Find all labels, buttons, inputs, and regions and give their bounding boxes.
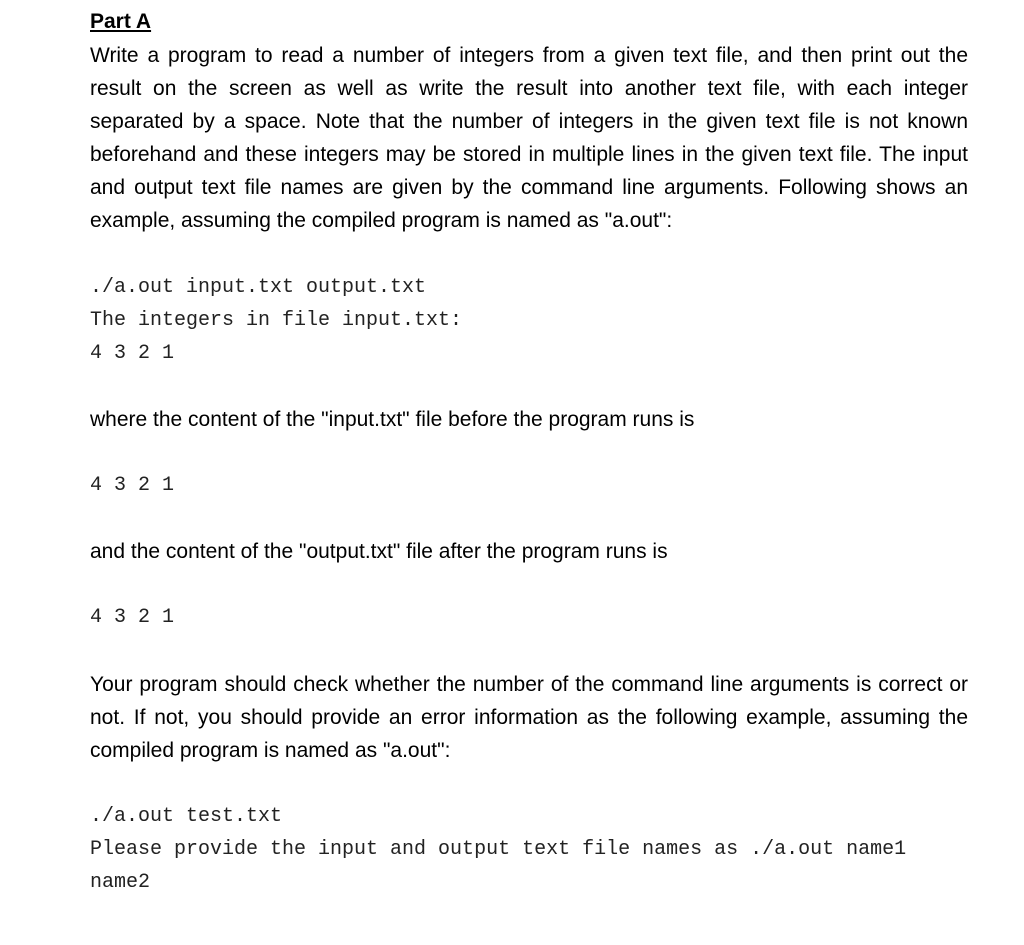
output-file-content: 4 3 2 1 bbox=[90, 606, 175, 629]
example-command: ./a.out input.txt output.txt bbox=[90, 276, 427, 299]
output-description: and the content of the "output.txt" file after the program runs is bbox=[90, 540, 668, 563]
example-usage-block bbox=[90, 271, 968, 370]
input-description: where the content of the "input.txt" file before the program runs is bbox=[90, 408, 695, 431]
input-file-content: 4 3 2 1 bbox=[90, 474, 175, 497]
example-output-values: 4 3 2 1 bbox=[90, 342, 175, 365]
error-message: Please provide the input and output text file names as ./a.out name1 name2 bbox=[90, 838, 907, 894]
document-page bbox=[90, 6, 968, 899]
argument-check-paragraph: Your program should check whether the number of the command line arguments is correct or not. If not, you should provide an error information as the following example, assuming the compiled program is named as "a.out": bbox=[90, 673, 968, 762]
output-file-content-block bbox=[90, 601, 968, 634]
error-example-block bbox=[90, 800, 968, 899]
error-example-command: ./a.out test.txt bbox=[90, 805, 283, 828]
input-file-content-block bbox=[90, 469, 968, 502]
example-output-label: The integers in file input.txt: bbox=[90, 309, 463, 332]
intro-paragraph: Write a program to read a number of integers from a given text file, and then print out the result on the screen as well as write the result into another text file, with each integer separated by a space. Note that the number of integers in the given text file is not known beforehand and these integers may be stored in multiple lines in the given text file. The input and output text file names are given by the command line arguments. Following shows an example, assuming the compiled program is named as "a.out": bbox=[90, 44, 968, 232]
section-heading: Part A bbox=[90, 10, 152, 33]
